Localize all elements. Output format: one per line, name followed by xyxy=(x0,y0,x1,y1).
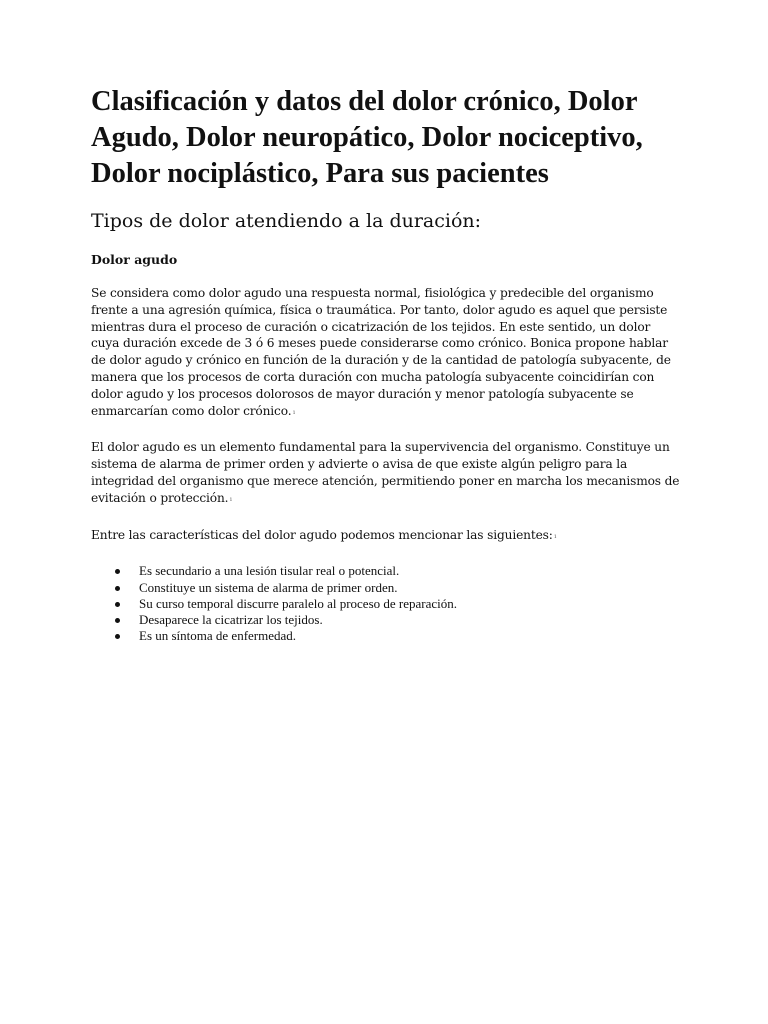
paragraph-2-reference[interactable]: 1 xyxy=(229,496,233,503)
list-item xyxy=(91,596,681,612)
list-item-text: Es un síntoma de enfermedad. xyxy=(139,628,297,644)
characteristics-list xyxy=(91,563,681,644)
list-item xyxy=(91,612,681,628)
paragraph-1-text: Se considera como dolor agudo una respuesta normal, fisiológica y predecible del organismo frente a una agresión química, física o traumática. Por tanto, dolor agudo es aquel que persiste mientras dura el proceso de curación o cicatrización de los tejidos. En este sentido, un dolor cuya duración excede de 3 ó 6 meses puede considerarse como crónico. Bonica propone hablar de dolor agudo y crónico en función de la duración y de la cantidad de patología subyacente, de manera que los procesos de corta duración con mucha patología subyacente coincidirían con dolor agudo y los procesos dolorosos de mayor duración y menor patología subyacente se enmarcarían como dolor crónico. xyxy=(91,286,671,418)
paragraph-2 xyxy=(91,439,681,509)
list-item xyxy=(91,563,681,579)
list-item xyxy=(91,580,681,596)
bullet-icon xyxy=(115,634,120,639)
list-item-text: Es secundario a una lesión tisular real o potencial. xyxy=(139,563,400,579)
paragraph-1 xyxy=(91,285,681,422)
paragraph-3 xyxy=(91,527,681,547)
bullet-icon xyxy=(115,569,120,574)
list-item-text: Desaparece la cicatrizar los tejidos. xyxy=(139,611,323,627)
paragraph-2-text: El dolor agudo es un elemento fundamental para la supervivencia del organismo. Constituye un sistema de alarma de primer orden y advierte o avisa de que existe algún peligro para la integridad del organismo que merece atención, permitiendo poner en marcha los mecanismos de evitación o protección. xyxy=(91,440,680,505)
section-heading: Dolor agudo xyxy=(91,252,178,267)
paragraph-1-reference[interactable]: 1 xyxy=(292,409,296,416)
document-page xyxy=(91,84,681,644)
bullet-icon xyxy=(115,586,120,591)
bullet-icon xyxy=(115,602,120,607)
list-item-text: Constituye un sistema de alarma de primer orden. xyxy=(139,579,398,595)
list-item xyxy=(91,628,681,644)
section-subtitle: Tipos de dolor atendiendo a la duración: xyxy=(91,210,482,232)
paragraph-3-reference[interactable]: 1 xyxy=(553,533,557,540)
paragraph-3-text: Entre las características del dolor agudo podemos mencionar las siguientes: xyxy=(91,527,553,542)
list-item-text: Su curso temporal discurre paralelo al proceso de reparación. xyxy=(139,595,458,611)
document-title: Clasificación y datos del dolor crónico, Dolor Agudo, Dolor neuropático, Dolor nociceptivo, Dolor nociplástico, Para sus pacientes xyxy=(91,86,643,189)
bullet-icon xyxy=(115,618,120,623)
